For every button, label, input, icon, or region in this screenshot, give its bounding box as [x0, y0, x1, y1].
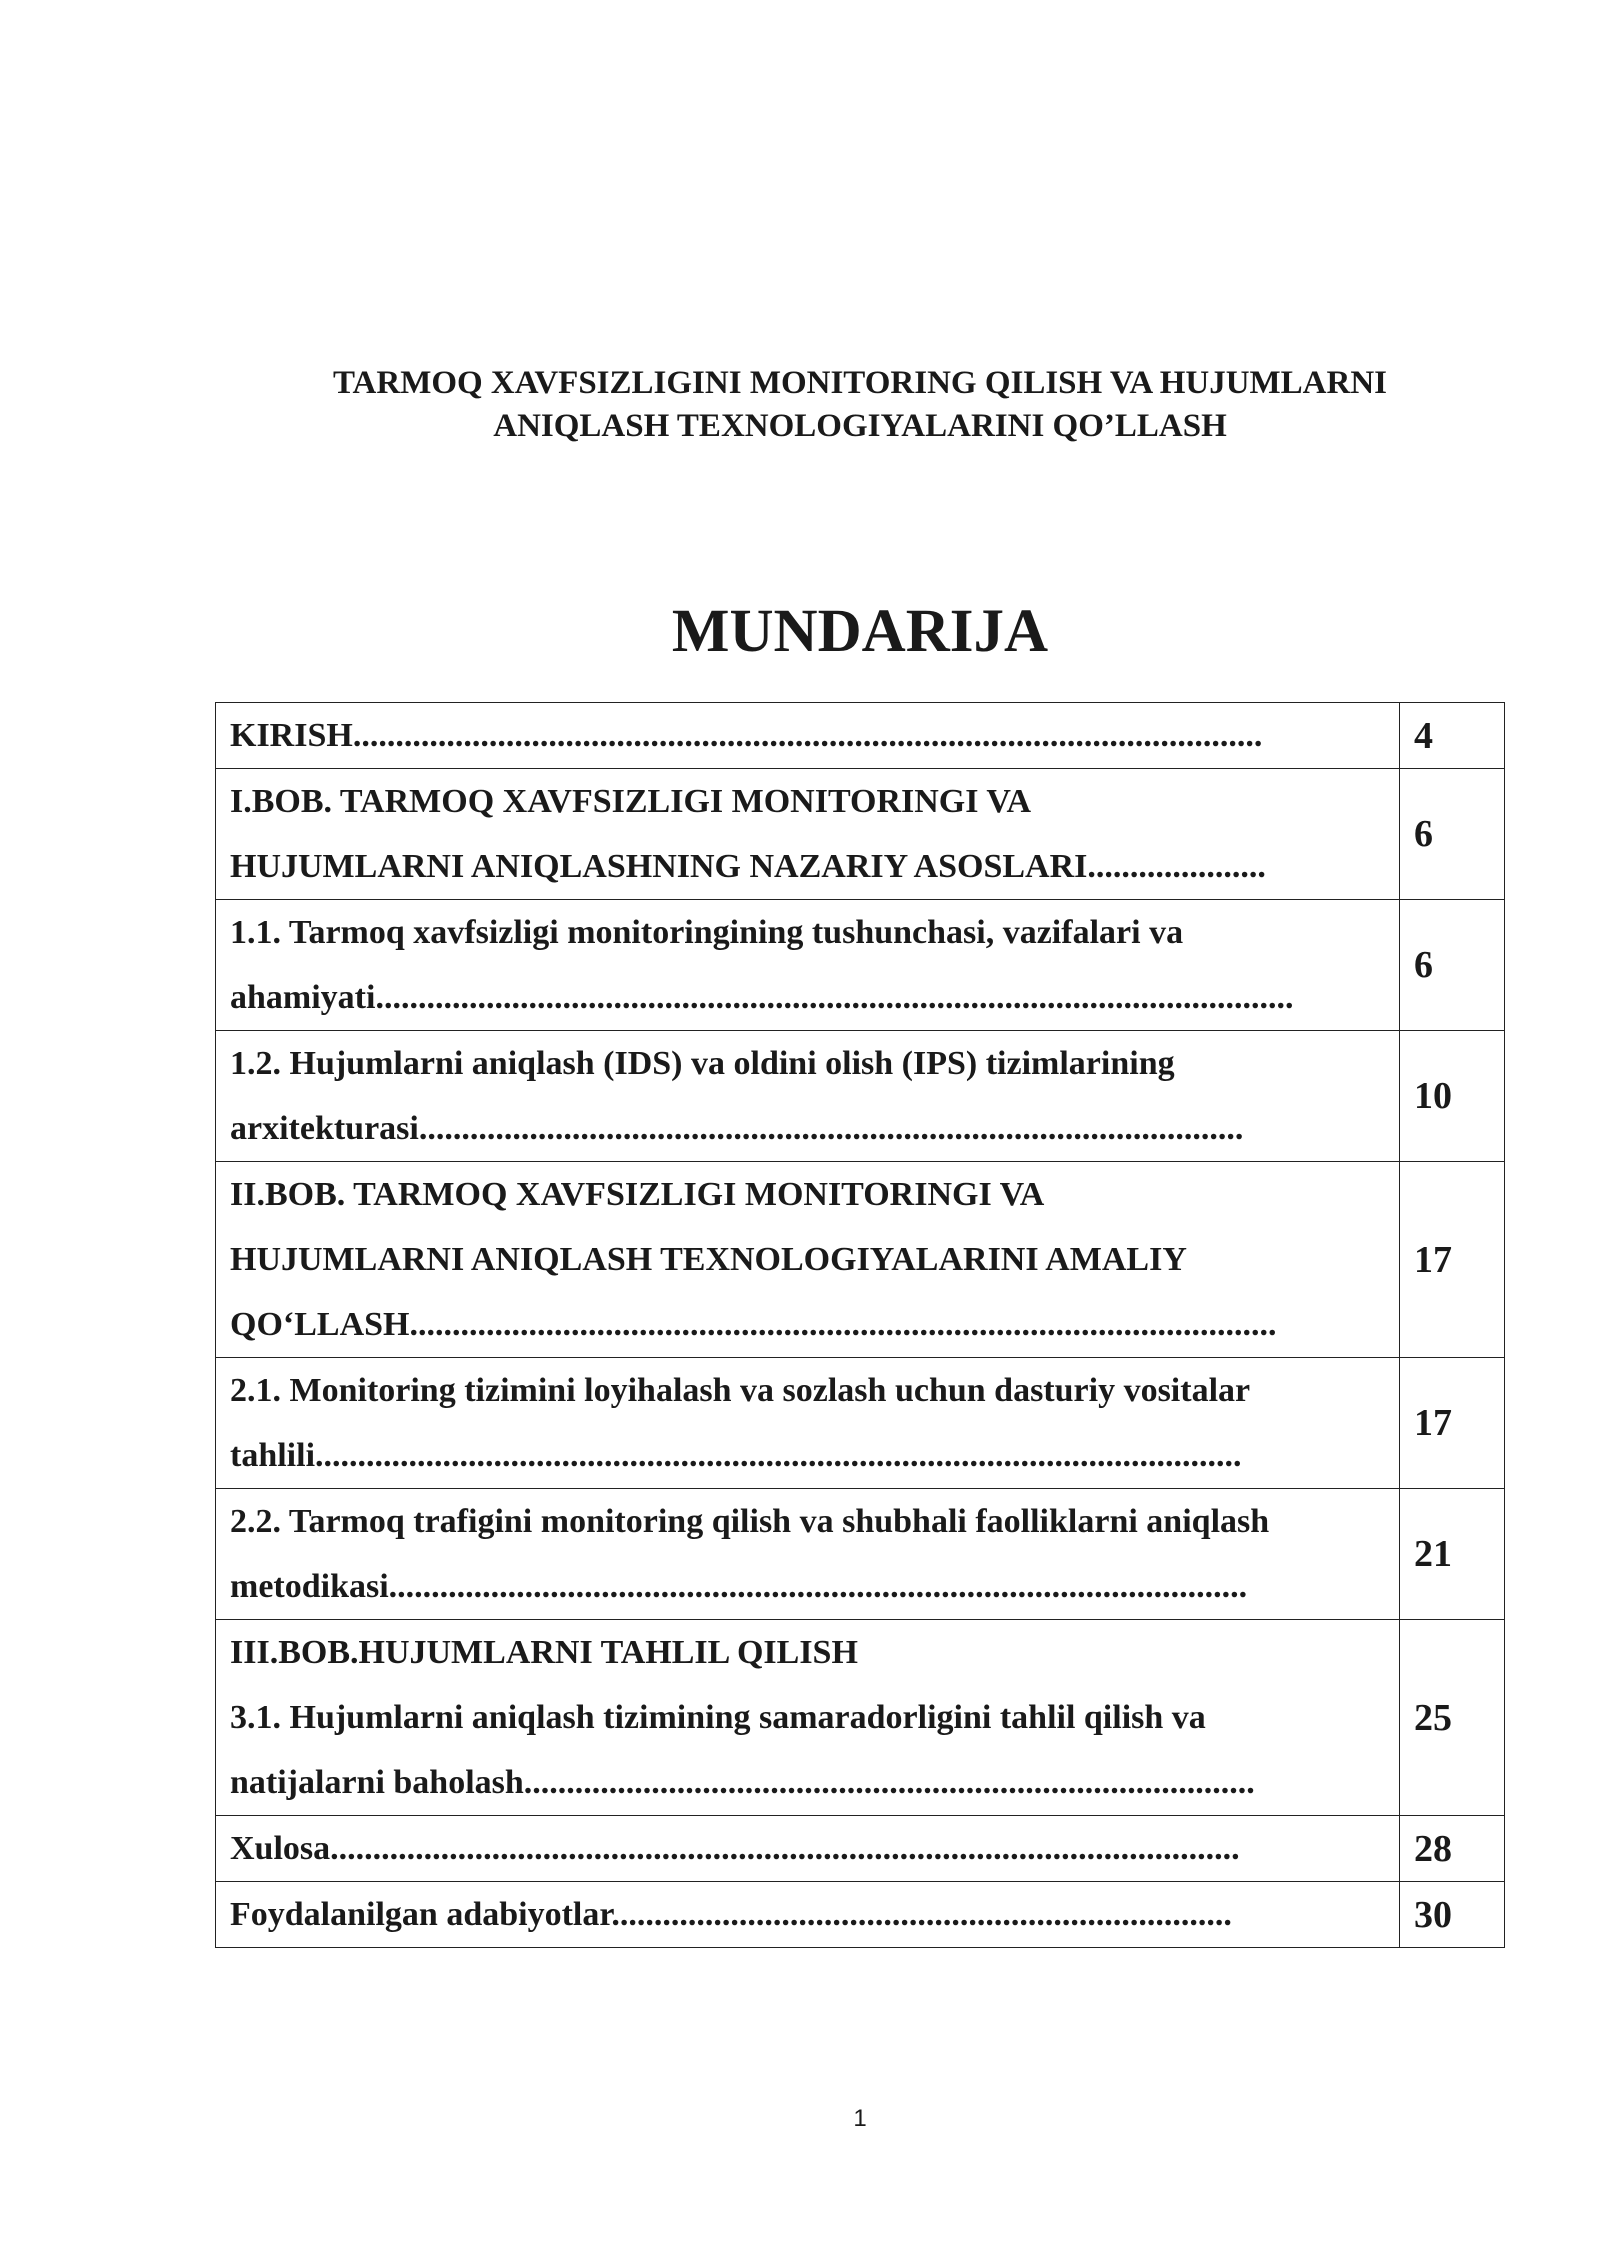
toc-entry-line: natijalarni baholash...................................................................................... — [230, 1764, 1255, 1801]
toc-page-number: 28 — [1400, 1816, 1505, 1882]
toc-entry-line: 1.2. Hujumlarni aniqlash (IDS) va oldini olish (IPS) tizimlarining — [230, 1045, 1175, 1082]
toc-row — [216, 900, 1505, 1031]
document-title-line-1: TARMOQ XAVFSIZLIGINI MONITORING QILISH VA HUJUMLARNI — [332, 365, 1388, 401]
toc-page-number: 17 — [1400, 1358, 1505, 1489]
toc-entry — [216, 1620, 1400, 1816]
toc-row — [216, 1816, 1505, 1882]
toc-entry-line: metodikasi..................................................................................................... — [230, 1568, 1248, 1605]
toc-page-number: 4 — [1400, 703, 1505, 769]
toc-page-number: 21 — [1400, 1489, 1505, 1620]
toc-row — [216, 769, 1505, 900]
toc-entry-line: II.BOB. TARMOQ XAVFSIZLIGI MONITORINGI VA — [230, 1176, 1045, 1213]
toc-entry-line: III.BOB.HUJUMLARNI TAHLIL QILISH — [230, 1634, 858, 1671]
toc-page-number: 17 — [1400, 1162, 1505, 1358]
toc-row — [216, 1882, 1505, 1948]
toc-entry-line: tahlili............................................................................................................. — [230, 1437, 1242, 1474]
toc-page-number: 6 — [1400, 900, 1505, 1031]
toc-entry — [216, 703, 1400, 769]
toc-entry-line: Xulosa........................................................................................................... — [230, 1830, 1240, 1867]
toc-entry-line: QO‘LLASH...................................................................................................... — [230, 1306, 1277, 1343]
toc-page-number: 10 — [1400, 1031, 1505, 1162]
toc-entry-line: ahamiyati............................................................................................................ — [230, 979, 1294, 1016]
toc-entry-line: I.BOB. TARMOQ XAVFSIZLIGI MONITORINGI VA — [230, 783, 1032, 820]
toc-page-number: 30 — [1400, 1882, 1505, 1948]
table-of-contents — [215, 702, 1505, 1948]
toc-entry-line: HUJUMLARNI ANIQLASH TEXNOLOGIYALARINI AMALIY — [230, 1241, 1187, 1278]
toc-row — [216, 703, 1505, 769]
toc-entry-line: Foydalanilgan adabiyotlar......................................................................... — [230, 1896, 1232, 1933]
toc-entry-line: KIRISH........................................................................................................... — [230, 717, 1263, 754]
toc-entry-line: 3.1. Hujumlarni aniqlash tizimining samaradorligini tahlil qilish va — [230, 1699, 1206, 1736]
toc-body — [216, 703, 1505, 1948]
toc-heading: MUNDARIJA — [671, 598, 1049, 665]
page-number: 1 — [853, 2105, 867, 2132]
toc-entry-line: HUJUMLARNI ANIQLASHNING NAZARIY ASOSLARI..................... — [230, 848, 1266, 885]
toc-entry — [216, 1031, 1400, 1162]
toc-page-number: 25 — [1400, 1620, 1505, 1816]
toc-row — [216, 1489, 1505, 1620]
toc-entry — [216, 1489, 1400, 1620]
toc-entry — [216, 1816, 1400, 1882]
document-title-line-2: ANIQLASH TEXNOLOGIYALARINI QO’LLASH — [493, 408, 1227, 444]
toc-row — [216, 1162, 1505, 1358]
toc-entry-line: 2.1. Monitoring tizimini loyihalash va sozlash uchun dasturiy vositalar — [230, 1372, 1251, 1409]
toc-entry-line: 2.2. Tarmoq trafigini monitoring qilish va shubhali faolliklarni aniqlash — [230, 1503, 1270, 1540]
toc-row — [216, 1620, 1505, 1816]
toc-entry-line: arxitekturasi................................................................................................. — [230, 1110, 1244, 1147]
toc-entry — [216, 1882, 1400, 1948]
toc-entry — [216, 900, 1400, 1031]
toc-page-number: 6 — [1400, 769, 1505, 900]
toc-entry-line: 1.1. Tarmoq xavfsizligi monitoringining tushunchasi, vazifalari va — [230, 914, 1184, 951]
toc-entry — [216, 769, 1400, 900]
toc-row — [216, 1358, 1505, 1489]
toc-entry — [216, 1358, 1400, 1489]
document-title — [200, 362, 1520, 448]
toc-row — [216, 1031, 1505, 1162]
toc-entry — [216, 1162, 1400, 1358]
